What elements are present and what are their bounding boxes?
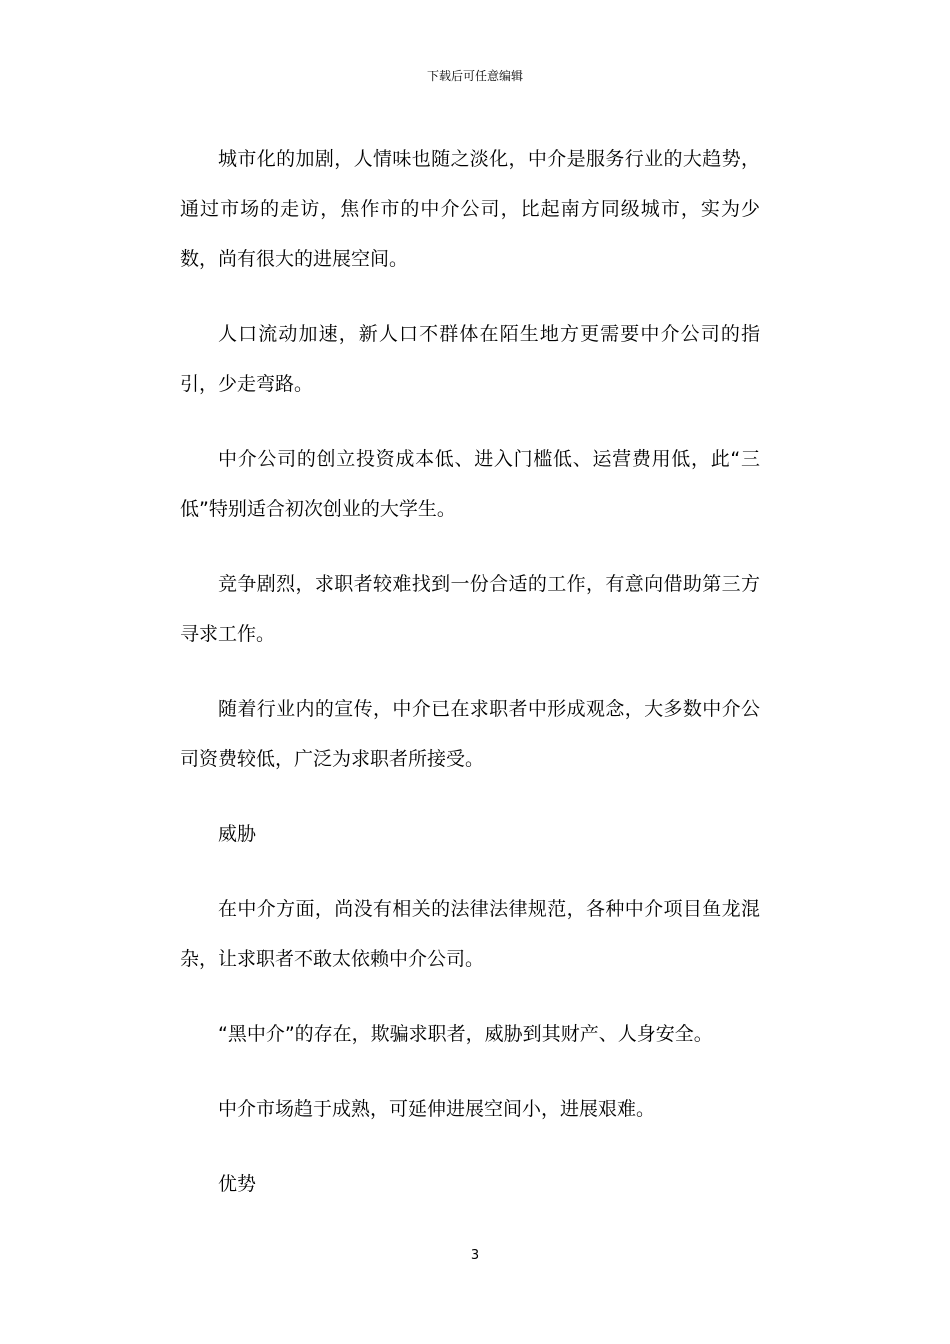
page-number: 3 <box>470 1248 480 1263</box>
paragraph: 中介市场趋于成熟，可延伸进展空间小，进展艰难。 <box>218 1098 656 1120</box>
paragraph: 竞争剧烈，求职者较难找到一份合适的工作，有意向借助第三方寻求工作。 <box>180 573 760 645</box>
page-header: 下载后可任意编辑 <box>426 69 523 83</box>
document-body <box>180 134 760 1209</box>
paragraph: 中介公司的创立投资成本低、进入门槛低、运营费用低，此“三低”特别适合初次创业的大学生。 <box>180 448 760 520</box>
paragraph: 在中介方面，尚没有相关的法律法律规范，各种中介项目鱼龙混杂，让求职者不敢太依赖中介公司。 <box>180 898 760 970</box>
paragraph: 随着行业内的宣传，中介已在求职者中形成观念，大多数中介公司资费较低，广泛为求职者所接受。 <box>180 698 760 770</box>
paragraph: “黑中介”的存在，欺骗求职者，威胁到其财产、人身安全。 <box>218 1023 713 1045</box>
paragraph: 人口流动加速，新人口不群体在陌生地方更需要中介公司的指引，少走弯路。 <box>180 323 760 395</box>
section-heading-threats: 威胁 <box>218 823 257 845</box>
section-heading-strengths: 优势 <box>218 1173 257 1195</box>
paragraph: 城市化的加剧，人情味也随之淡化，中介是服务行业的大趋势，通过市场的走访，焦作市的中介公司，比起南方同级城市，实为少数，尚有很大的进展空间。 <box>180 148 760 270</box>
